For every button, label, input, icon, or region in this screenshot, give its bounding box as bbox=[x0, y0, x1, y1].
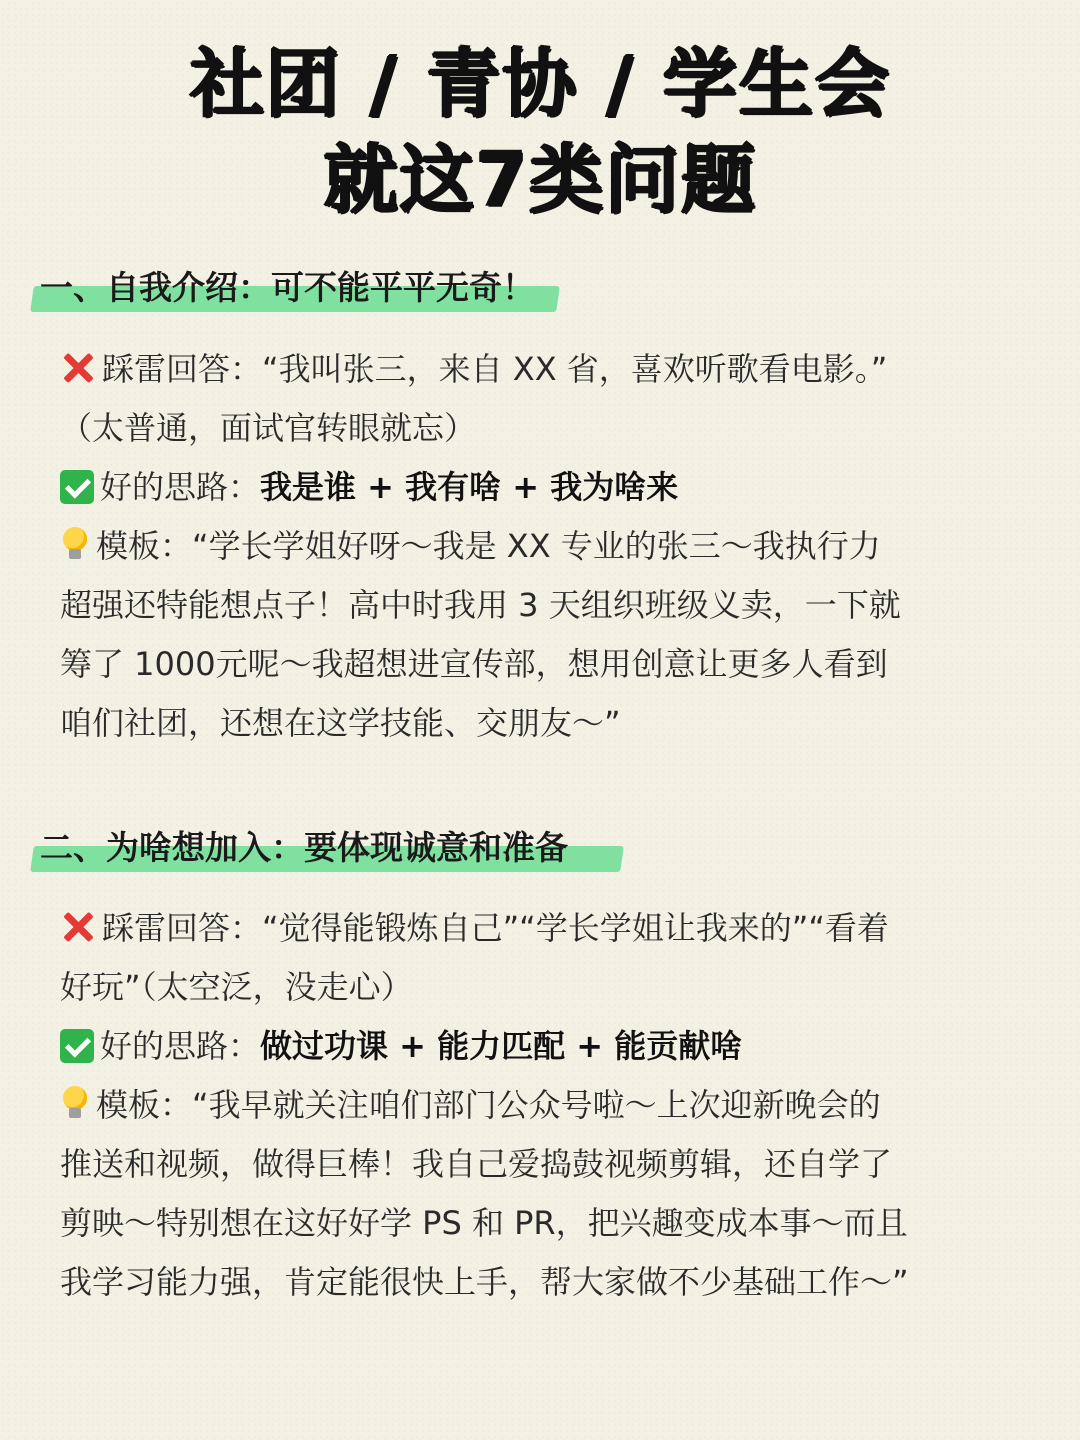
good-idea-label: 好的思路： bbox=[100, 468, 261, 506]
bad-answer-text: “我叫张三，来自 XX 省，喜欢听歌看电影。” bbox=[262, 350, 888, 388]
light-bulb-icon bbox=[60, 527, 90, 563]
bad-answer-text: “觉得能锻炼自己”“学长学姐让我来的”“看着 bbox=[262, 909, 889, 947]
section-1-heading-text: 一、自我介绍：可不能平平无奇！ bbox=[40, 268, 535, 307]
bad-answer-label: 踩雷回答： bbox=[102, 909, 263, 947]
check-mark-icon bbox=[60, 470, 94, 504]
bad-answer-label: 踩雷回答： bbox=[102, 350, 263, 388]
template-label: 模板： bbox=[96, 1086, 193, 1124]
template-text-1: “学长学姐好呀～我是 XX 专业的张三～我执行力 bbox=[192, 527, 881, 565]
bad-answer-line bbox=[60, 899, 1020, 958]
bad-answer-note: 好玩”（太空泛，没走心） bbox=[60, 968, 413, 1006]
section-2-heading bbox=[32, 822, 568, 874]
bad-answer-note: （太普通，面试官转眼就忘） bbox=[60, 409, 477, 447]
template-line-2: 超强还特能想点子！高中时我用 3 天组织班级义卖，一下就 bbox=[60, 586, 901, 624]
check-mark-icon bbox=[60, 1029, 94, 1063]
title-line-2: 就这7类问题 bbox=[323, 137, 757, 223]
template-line-2: 推送和视频，做得巨棒！我自己爱捣鼓视频剪辑，还自学了 bbox=[60, 1145, 893, 1183]
template-line-1 bbox=[60, 517, 1020, 576]
template-line-4: 咱们社团，还想在这学技能、交朋友～” bbox=[60, 704, 621, 742]
section-1-heading bbox=[32, 262, 535, 314]
section-2-body bbox=[60, 899, 1020, 1312]
template-line-1 bbox=[60, 1076, 1020, 1135]
good-idea-label: 好的思路： bbox=[100, 1027, 261, 1065]
light-bulb-icon bbox=[60, 1086, 90, 1122]
template-line-3: 剪映～特别想在这好好学 PS 和 PR，把兴趣变成本事～而且 bbox=[60, 1204, 908, 1242]
page-title bbox=[0, 36, 1080, 228]
good-idea-text: 我是谁 + 我有啥 + 我为啥来 bbox=[260, 468, 679, 506]
template-line-3: 筹了 1000元呢～我超想进宣传部，想用创意让更多人看到 bbox=[60, 645, 888, 683]
template-label: 模板： bbox=[96, 527, 193, 565]
template-line-4: 我学习能力强，肯定能很快上手，帮大家做不少基础工作～” bbox=[60, 1263, 909, 1301]
good-idea-line bbox=[60, 458, 1020, 517]
section-1-body bbox=[60, 340, 1020, 753]
good-idea-text: 做过功课 + 能力匹配 + 能贡献啥 bbox=[260, 1027, 743, 1065]
cross-mark-icon bbox=[60, 909, 96, 945]
template-text-1: “我早就关注咱们部门公众号啦～上次迎新晚会的 bbox=[192, 1086, 881, 1124]
title-line-1: 社团 / 青协 / 学生会 bbox=[189, 41, 891, 127]
good-idea-line bbox=[60, 1017, 1020, 1076]
cross-mark-icon bbox=[60, 350, 96, 386]
bad-answer-line bbox=[60, 340, 1020, 399]
section-2-heading-text: 二、为啥想加入：要体现诚意和准备 bbox=[40, 828, 568, 867]
